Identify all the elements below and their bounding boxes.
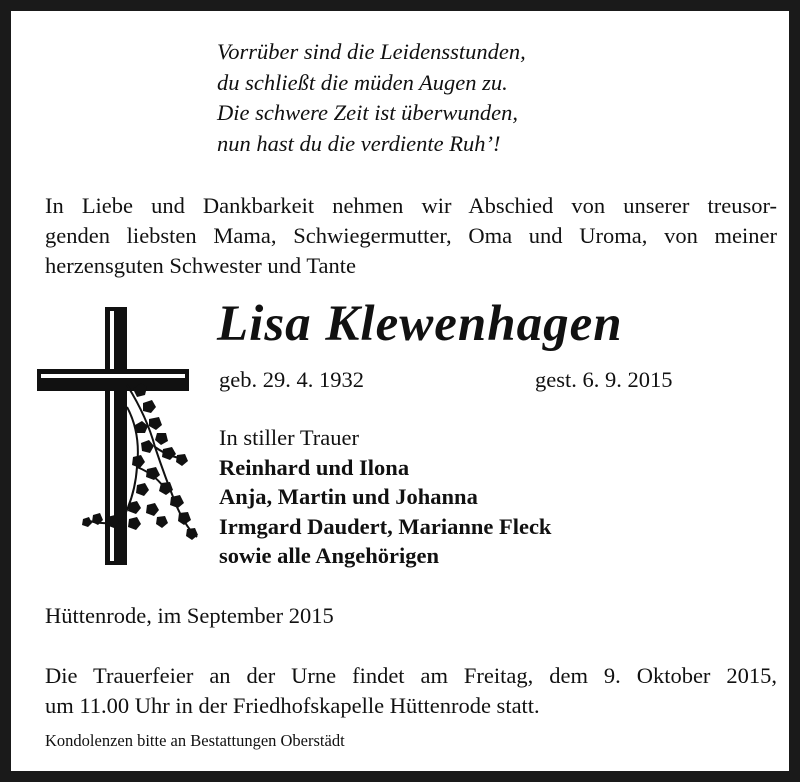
ceremony-line: um 11.00 Uhr in der Friedhofskapelle Hüttenrode statt. <box>45 693 540 718</box>
place-and-date: Hüttenrode, im September 2015 <box>45 603 334 628</box>
mourner-name: Irmgard Daudert, Marianne Fleck <box>219 513 552 539</box>
cross-with-ivy-icon <box>37 307 207 569</box>
deceased-name: Lisa Klewenhagen <box>217 296 623 352</box>
farewell-line: herzensguten Schwester und Tante <box>45 253 357 278</box>
farewell-line: genden liebsten Mama, Schwiegermutter, Oma und Uroma, von meiner <box>45 223 777 248</box>
poem-line: Vorrüber sind die Leidensstunden, <box>217 39 526 64</box>
ceremony-info <box>45 661 777 721</box>
memorial-poem <box>217 37 526 159</box>
ceremony-line: Die Trauerfeier an der Urne findet am Freitag, dem 9. Oktober 2015, <box>45 663 777 688</box>
mourner-name: sowie alle Angehörigen <box>219 543 439 568</box>
poem-line: Die schwere Zeit ist überwunden, <box>217 100 519 125</box>
poem-line: nun hast du die verdiente Ruh’! <box>217 130 501 156</box>
birth-date: geb. 29. 4. 1932 <box>219 367 364 392</box>
condolence-note: Kondolenzen bitte an Bestattungen Oberstädt <box>45 731 345 750</box>
mourners-block <box>219 423 551 571</box>
farewell-text <box>45 191 777 281</box>
death-date: gest. 6. 9. 2015 <box>535 367 673 392</box>
farewell-line: In Liebe und Dankbarkeit nehmen wir Abschied von unserer treusor- <box>45 193 777 218</box>
mourning-heading: In stiller Trauer <box>219 425 359 450</box>
mourner-name: Anja, Martin und Johanna <box>219 484 478 509</box>
poem-line: du schließt die müden Augen zu. <box>217 69 508 95</box>
mourner-name: Reinhard und Ilona <box>219 454 410 480</box>
